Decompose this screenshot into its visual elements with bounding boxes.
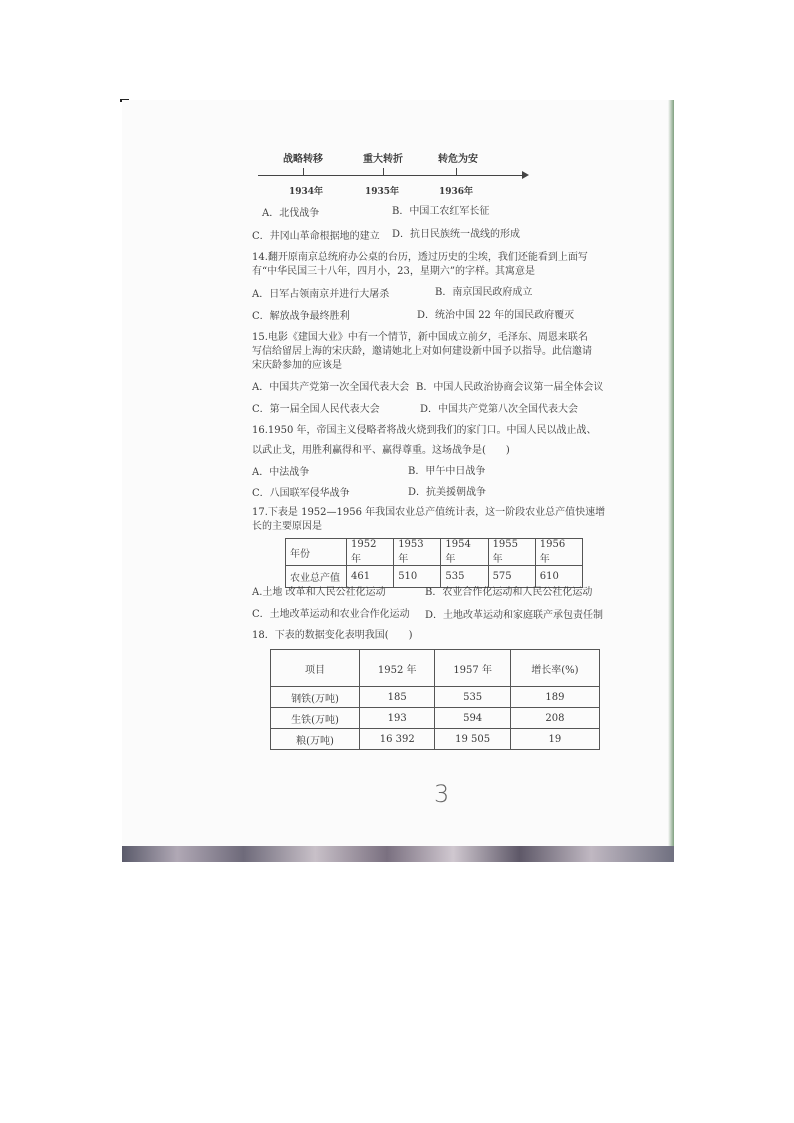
page-edge bbox=[668, 100, 674, 858]
table-cell: 594 bbox=[435, 708, 510, 729]
q14-option-b: B．南京国民政府成立 bbox=[435, 287, 533, 298]
table-row bbox=[286, 539, 583, 566]
q15-stem-line1: 15.电影《建国大业》中有一个情节，新中国成立前夕，毛泽东、周恩来联名 bbox=[252, 332, 588, 343]
q16-option-c: C．八国联军侵华战争 bbox=[252, 488, 350, 499]
q14-option-a: A．日军占领南京并进行大屠杀 bbox=[252, 289, 390, 300]
q16-option-b: B．甲午中日战争 bbox=[408, 466, 486, 477]
table-header-cell: 1956 年 bbox=[535, 539, 582, 566]
table-header-cell: 项目 bbox=[271, 650, 360, 687]
table-cell: 610 bbox=[535, 566, 582, 588]
table-cell: 19 505 bbox=[435, 729, 510, 750]
timeline-axis bbox=[258, 175, 526, 176]
table-row bbox=[271, 729, 600, 750]
q17-stem-line2: 长的主要原因是 bbox=[252, 521, 322, 532]
q16-stem-line1: 16.1950 年，帝国主义侵略者将战火烧到我们的家门口。中国人民以战止战、 bbox=[252, 425, 597, 436]
table-cell: 189 bbox=[510, 687, 599, 708]
timeline-tick bbox=[303, 168, 304, 175]
table-header-cell: 1957 年 bbox=[435, 650, 510, 687]
table-cell: 535 bbox=[441, 566, 488, 588]
q15-option-a: A．中国共产党第一次全国代表大会 bbox=[252, 382, 410, 393]
q13-option-a: A．北伐战争 bbox=[262, 208, 320, 219]
q13-option-b: B．中国工农红军长征 bbox=[392, 206, 490, 217]
q15-option-b: B．中国人民政治协商会议第一届全体会议 bbox=[416, 382, 604, 393]
table-header-cell: 1952 年 bbox=[360, 650, 435, 687]
table-row bbox=[271, 708, 600, 729]
q14-stem-line1: 14.翻开原南京总统府办公桌的台历，透过历史的尘埃，我们还能看到上面写 bbox=[252, 252, 588, 263]
timeline bbox=[258, 140, 538, 200]
timeline-event-label: 战略转移 bbox=[283, 154, 323, 165]
q17-option-a: A.土地 改革和人民公社化运动 bbox=[252, 587, 386, 598]
table-header-cell: 1954 年 bbox=[441, 539, 488, 566]
timeline-year: 1934年 bbox=[288, 187, 324, 197]
q17-option-d: D．土地改革运动和家庭联产承包责任制 bbox=[425, 610, 604, 621]
table-cell: 19 bbox=[510, 729, 599, 750]
timeline-year: 1935年 bbox=[364, 187, 400, 197]
q14-option-c: C．解放战争最终胜利 bbox=[252, 311, 350, 322]
timeline-event-label: 转危为安 bbox=[438, 154, 478, 165]
q15-option-d: D．中国共产党第八次全国代表大会 bbox=[420, 404, 579, 415]
agricultural-output-table bbox=[285, 538, 583, 588]
q14-stem-line2: 有“中华民国三十八年，四月小，23，星期六”的字样。其寓意是 bbox=[252, 266, 535, 277]
table-cell: 575 bbox=[488, 566, 535, 588]
q18-stem: 18．下表的数据变化表明我国( ) bbox=[252, 630, 413, 641]
table-row bbox=[286, 566, 583, 588]
q14-option-d: D．统治中国 22 年的国民政府覆灭 bbox=[417, 310, 575, 321]
q17-option-c: C．土地改革运动和农业合作化运动 bbox=[252, 609, 410, 620]
q16-option-a: A．中法战争 bbox=[252, 467, 310, 478]
table-row bbox=[271, 650, 600, 687]
table-cell: 16 392 bbox=[360, 729, 435, 750]
table-header-cell: 年份 bbox=[286, 539, 347, 566]
timeline-arrow bbox=[522, 171, 529, 179]
q16-stem-line2: 以武止戈，用胜利赢得和平、赢得尊重。这场战争是( ) bbox=[252, 445, 510, 456]
q17-stem-line1: 17.下表是 1952—1956 年我国农业总产值统计表，这一阶段农业总产值快速增 bbox=[252, 507, 606, 518]
q15-option-c: C．第一届全国人民代表大会 bbox=[252, 404, 380, 415]
table-header-cell: 1952 年 bbox=[347, 539, 394, 566]
table-cell: 535 bbox=[435, 687, 510, 708]
table-cell: 农业总产值 bbox=[286, 566, 347, 588]
table-header-cell: 1955 年 bbox=[488, 539, 535, 566]
timeline-tick bbox=[456, 168, 457, 175]
q13-option-c: C．井冈山革命根据地的建立 bbox=[252, 231, 380, 242]
table-header-cell: 1953 年 bbox=[394, 539, 441, 566]
table-header-cell: 增长率(%) bbox=[510, 650, 599, 687]
q15-stem-line2: 写信给留居上海的宋庆龄，邀请她北上对如何建设新中国予以指导。此信邀请 bbox=[252, 346, 592, 357]
industrial-output-table bbox=[270, 649, 600, 750]
timeline-year: 1936年 bbox=[438, 187, 474, 197]
q15-stem-line3: 宋庆龄参加的应该是 bbox=[252, 360, 342, 371]
table-cell: 粮(万吨) bbox=[271, 729, 360, 750]
table-cell: 461 bbox=[347, 566, 394, 588]
table-cell: 生铁(万吨) bbox=[271, 708, 360, 729]
q16-option-d: D．抗美援朝战争 bbox=[408, 487, 487, 498]
page-number: 3 bbox=[434, 780, 450, 808]
background-strip bbox=[122, 846, 674, 862]
q13-option-d: D．抗日民族统一战线的形成 bbox=[392, 229, 521, 240]
q17-option-b: B．农业合作化运动和人民公社化运动 bbox=[425, 587, 593, 598]
table-cell: 208 bbox=[510, 708, 599, 729]
table-cell: 钢铁(万吨) bbox=[271, 687, 360, 708]
table-row bbox=[271, 687, 600, 708]
timeline-tick bbox=[383, 168, 384, 175]
table-cell: 185 bbox=[360, 687, 435, 708]
table-cell: 193 bbox=[360, 708, 435, 729]
table-cell: 510 bbox=[394, 566, 441, 588]
timeline-event-label: 重大转折 bbox=[363, 154, 403, 165]
